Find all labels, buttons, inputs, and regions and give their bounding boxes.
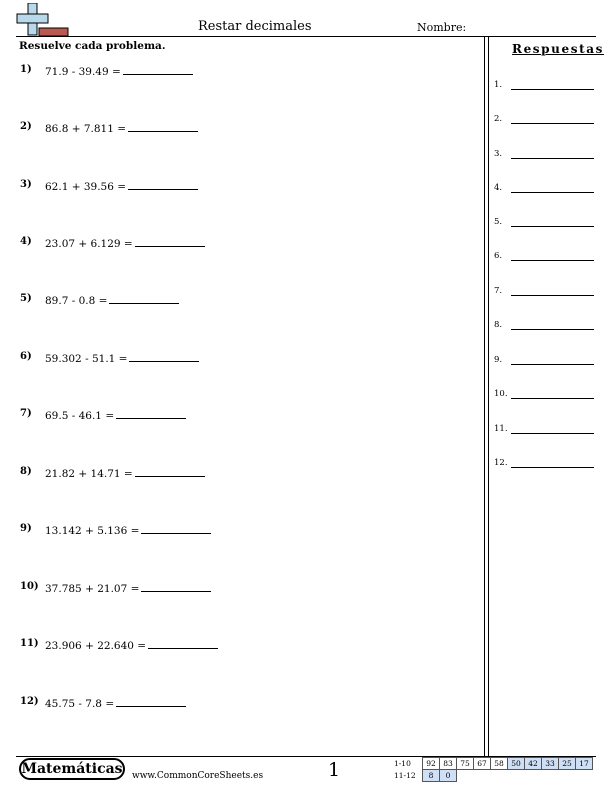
answers-title: Respuestas	[512, 42, 604, 56]
answer-line[interactable]	[511, 192, 594, 193]
answer-blank[interactable]	[128, 121, 198, 132]
answer-blank[interactable]	[141, 581, 211, 592]
answer-blank[interactable]	[129, 351, 199, 362]
problem-expression: 62.1 + 39.56 =	[45, 181, 127, 193]
header-rule	[16, 36, 596, 37]
answer-line[interactable]	[511, 295, 594, 296]
score-cell: 58	[491, 758, 508, 770]
problem-number: 12)	[20, 696, 39, 707]
problem-expression: 37.785 + 21.07 =	[45, 583, 140, 595]
column-divider	[484, 36, 489, 756]
answer-line[interactable]	[511, 260, 594, 261]
score-cell: 33	[542, 758, 559, 770]
answer-blank[interactable]	[109, 293, 179, 304]
answer-line[interactable]	[511, 89, 594, 90]
answer-number: 1.	[494, 80, 503, 90]
problem-number: 11)	[20, 638, 39, 649]
answer-number: 4.	[494, 183, 503, 193]
problem-expression: 71.9 - 39.49 =	[45, 66, 121, 78]
problem-number: 6)	[20, 351, 32, 362]
score-row-label: 11-12	[394, 771, 416, 780]
answer-line[interactable]	[511, 433, 594, 434]
page-number: 1	[328, 759, 341, 781]
score-cell: 67	[474, 758, 491, 770]
problem-expression: 45.75 - 7.8 =	[45, 698, 115, 710]
problem-expression: 59.302 - 51.1 =	[45, 353, 128, 365]
answer-blank[interactable]	[148, 638, 218, 649]
answer-number: 11.	[494, 424, 508, 434]
answer-line[interactable]	[511, 329, 594, 330]
answer-number: 6.	[494, 251, 503, 261]
answer-line[interactable]	[511, 467, 594, 468]
answer-number: 2.	[494, 114, 503, 124]
problem-number: 2)	[20, 121, 32, 132]
score-cell: 92	[423, 758, 440, 770]
name-label: Nombre:	[417, 21, 467, 34]
site-url: www.CommonCoreSheets.es	[132, 771, 264, 781]
score-cell: 8	[423, 770, 440, 782]
score-cell: 25	[559, 758, 576, 770]
answer-number: 12.	[494, 458, 508, 468]
answer-row-1	[494, 80, 594, 92]
answer-row-6	[494, 251, 594, 263]
score-cell: 0	[440, 770, 457, 782]
problem-expression: 23.906 + 22.640 =	[45, 640, 147, 652]
answer-row-2	[494, 114, 594, 126]
score-row-labels	[394, 758, 416, 782]
score-table	[422, 757, 593, 782]
answer-row-11	[494, 424, 594, 436]
answer-row-7	[494, 286, 594, 298]
answer-line[interactable]	[511, 398, 594, 399]
instructions: Resuelve cada problema.	[19, 40, 166, 52]
score-cell: 42	[525, 758, 542, 770]
answer-line[interactable]	[511, 226, 594, 227]
score-cell: 83	[440, 758, 457, 770]
problem-number: 10)	[20, 581, 39, 592]
problem-expression: 13.142 + 5.136 =	[45, 525, 140, 537]
worksheet-title: Restar decimales	[198, 19, 312, 34]
brand-badge: Matemáticas	[19, 758, 125, 780]
answer-blank[interactable]	[128, 179, 198, 190]
answer-row-9	[494, 355, 594, 367]
answer-number: 3.	[494, 149, 503, 159]
problem-number: 9)	[20, 523, 32, 534]
answer-number: 5.	[494, 217, 503, 227]
answer-row-12	[494, 458, 594, 470]
answer-row-3	[494, 149, 594, 161]
answer-row-8	[494, 320, 594, 332]
answer-line[interactable]	[511, 123, 594, 124]
problem-number: 4)	[20, 236, 32, 247]
answer-number: 8.	[494, 320, 503, 330]
answer-blank[interactable]	[135, 466, 205, 477]
answer-row-4	[494, 183, 594, 195]
answer-line[interactable]	[511, 364, 594, 365]
problem-number: 8)	[20, 466, 32, 477]
answer-row-10	[494, 389, 594, 401]
score-row	[423, 758, 593, 770]
answer-blank[interactable]	[135, 236, 205, 247]
answer-blank[interactable]	[123, 64, 193, 75]
answer-number: 9.	[494, 355, 503, 365]
problem-expression: 21.82 + 14.71 =	[45, 468, 133, 480]
answer-line[interactable]	[511, 158, 594, 159]
answer-blank[interactable]	[116, 696, 186, 707]
problem-expression: 23.07 + 6.129 =	[45, 238, 133, 250]
score-cell: 17	[576, 758, 593, 770]
answer-blank[interactable]	[141, 523, 211, 534]
answer-row-5	[494, 217, 594, 229]
problem-number: 5)	[20, 293, 32, 304]
score-cell: 50	[508, 758, 525, 770]
answer-number: 10.	[494, 389, 508, 399]
problem-expression: 69.5 - 46.1 =	[45, 410, 115, 422]
score-row-label: 1-10	[394, 759, 411, 768]
problem-number: 3)	[20, 179, 32, 190]
plus-minus-logo-icon	[16, 3, 70, 37]
problem-number: 1)	[20, 64, 32, 75]
score-cell: 75	[457, 758, 474, 770]
answer-blank[interactable]	[116, 408, 186, 419]
answer-number: 7.	[494, 286, 503, 296]
problem-expression: 86.8 + 7.811 =	[45, 123, 127, 135]
score-row	[423, 770, 593, 782]
problem-number: 7)	[20, 408, 32, 419]
problem-expression: 89.7 - 0.8 =	[45, 295, 108, 307]
